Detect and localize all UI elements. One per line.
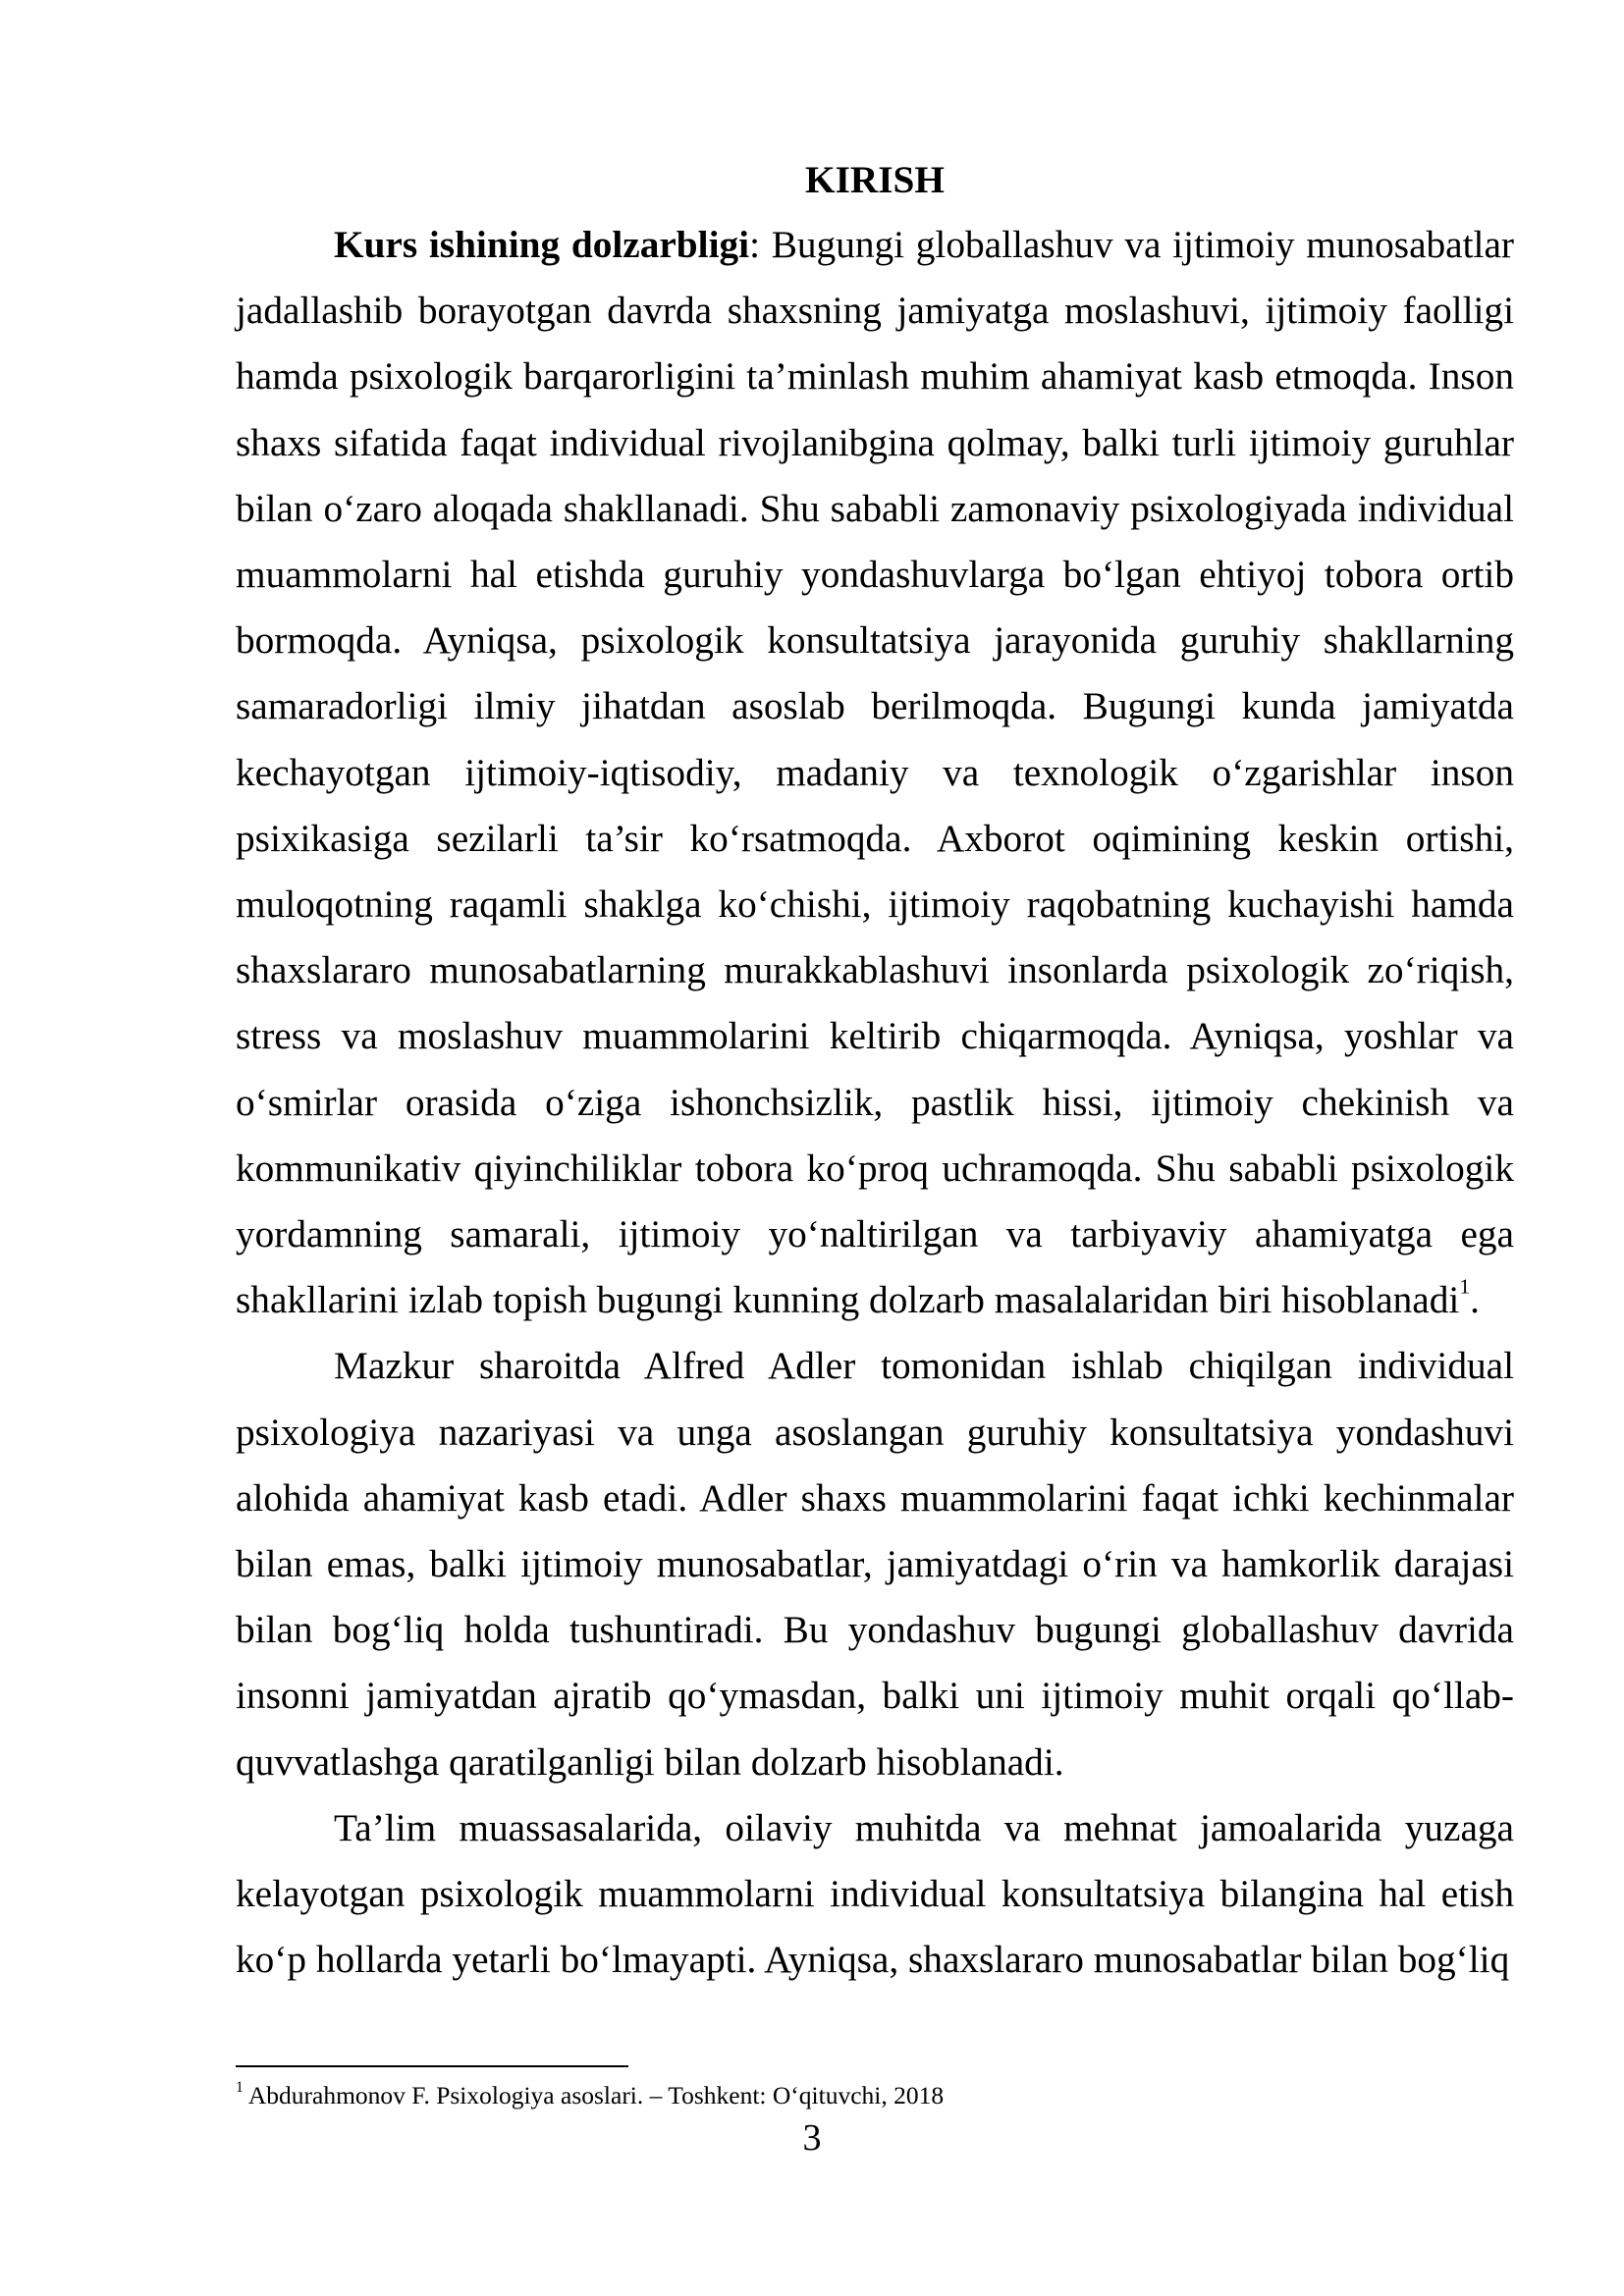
paragraph-education: Ta’lim muassasalarida, oilaviy muhitda va mehnat jamoalarida yuzaga kelayotgan psixologik muammolarni individual konsultatsiya bilangina hal etish ko‘p hollarda yetarli bo‘lmayapti. Ayniqsa, shaxslararo munosabatlar bilan bog‘liq bbox=[236, 1805, 1514, 1982]
footnote-separator bbox=[236, 2065, 628, 2067]
footnote bbox=[236, 2079, 1514, 2112]
page-number: 3 bbox=[802, 2117, 822, 2159]
footnote-text: Abdurahmonov F. Psixologiya asoslari. – Toshkent: O‘qituvchi, 2018 bbox=[243, 2081, 945, 2109]
paragraph-lead: Kurs ishining dolzarbligi bbox=[334, 223, 750, 266]
paragraph-text: : Bugungi globallashuv va ijtimoiy munosabatlar jadallashib borayotgan davrda shaxsning jamiyatga moslashuvi, ijtimoiy faolligi hamda psixologik barqarorligini ta’minlash muhim ahamiyat kasb etmoqda. Inson shaxs sifatida faqat individual rivojlanibgina qolmay, balki turli ijtimoiy guruhlar bilan o‘zaro aloqada shakllanadi. Shu sababli zamonaviy psixologiyada individual muammolarni hal etishda guruhiy yondashuvlarga bo‘lgan ehtiyoj tobora ortib bormoqda. Ayniqsa, psixologik konsultatsiya jarayonida guruhiy shakllarning samaradorligi ilmiy jihatdan asoslab berilmoqda. Bugungi kunda jamiyatda kechayotgan ijtimoiy-iqtisodiy, madaniy va texnologik o‘zgarishlar inson psixikasiga sezilarli ta’sir ko‘rsatmoqda. Axborot oqimining keskin ortishi, muloqotning raqamli shaklga ko‘chishi, ijtimoiy raqobatning kuchayishi hamda shaxslararo munosabatlarning murakkablashuvi insonlarda psixologik zo‘riqish, stress va moslashuv muammolarini keltirib chiqarmoqda. Ayniqsa, yoshlar va o‘smirlar orasida o‘ziga ishonchsizlik, pastlik hissi, ijtimoiy chekinish va kommunikativ qiyinchiliklar tobora ko‘proq uchramoqda. Shu sababli psixologik yordamning samarali, ijtimoiy yo‘naltirilgan va tarbiyaviy ahamiyatga ega shakllarini izlab topish bugungi kunning dolzarb masalalaridan biri hisoblanadi bbox=[236, 223, 1514, 1322]
paragraph-relevance bbox=[236, 212, 1514, 1333]
paragraph-adler: Mazkur sharoitda Alfred Adler tomonidan ishlab chiqilgan individual psixologiya nazariyasi va unga asoslangan guruhiy konsultatsiya yondashuvi alohida ahamiyat kasb etadi. Adler shaxs muammolarini faqat ichki kechinmalar bilan emas, balki ijtimoiy munosabatlar, jamiyatdagi o‘rin va hamkorlik darajasi bilan bog‘liq holda tushuntiradi. Bu yondashuv bugungi globallashuv davrida insonni jamiyatdan ajratib qo‘ymasdan, balki uni ijtimoiy muhit orqali qo‘llab-quvvatlashga qaratilganligi bilan dolzarb hisoblanadi. bbox=[236, 1344, 1514, 1784]
footnote-reference[interactable]: 1 bbox=[1459, 1274, 1471, 1299]
main-text bbox=[236, 147, 1514, 1993]
section-title: KIRISH bbox=[805, 158, 945, 201]
footnote-number: 1 bbox=[236, 2079, 244, 2097]
paragraph-tail: . bbox=[1470, 1278, 1480, 1322]
